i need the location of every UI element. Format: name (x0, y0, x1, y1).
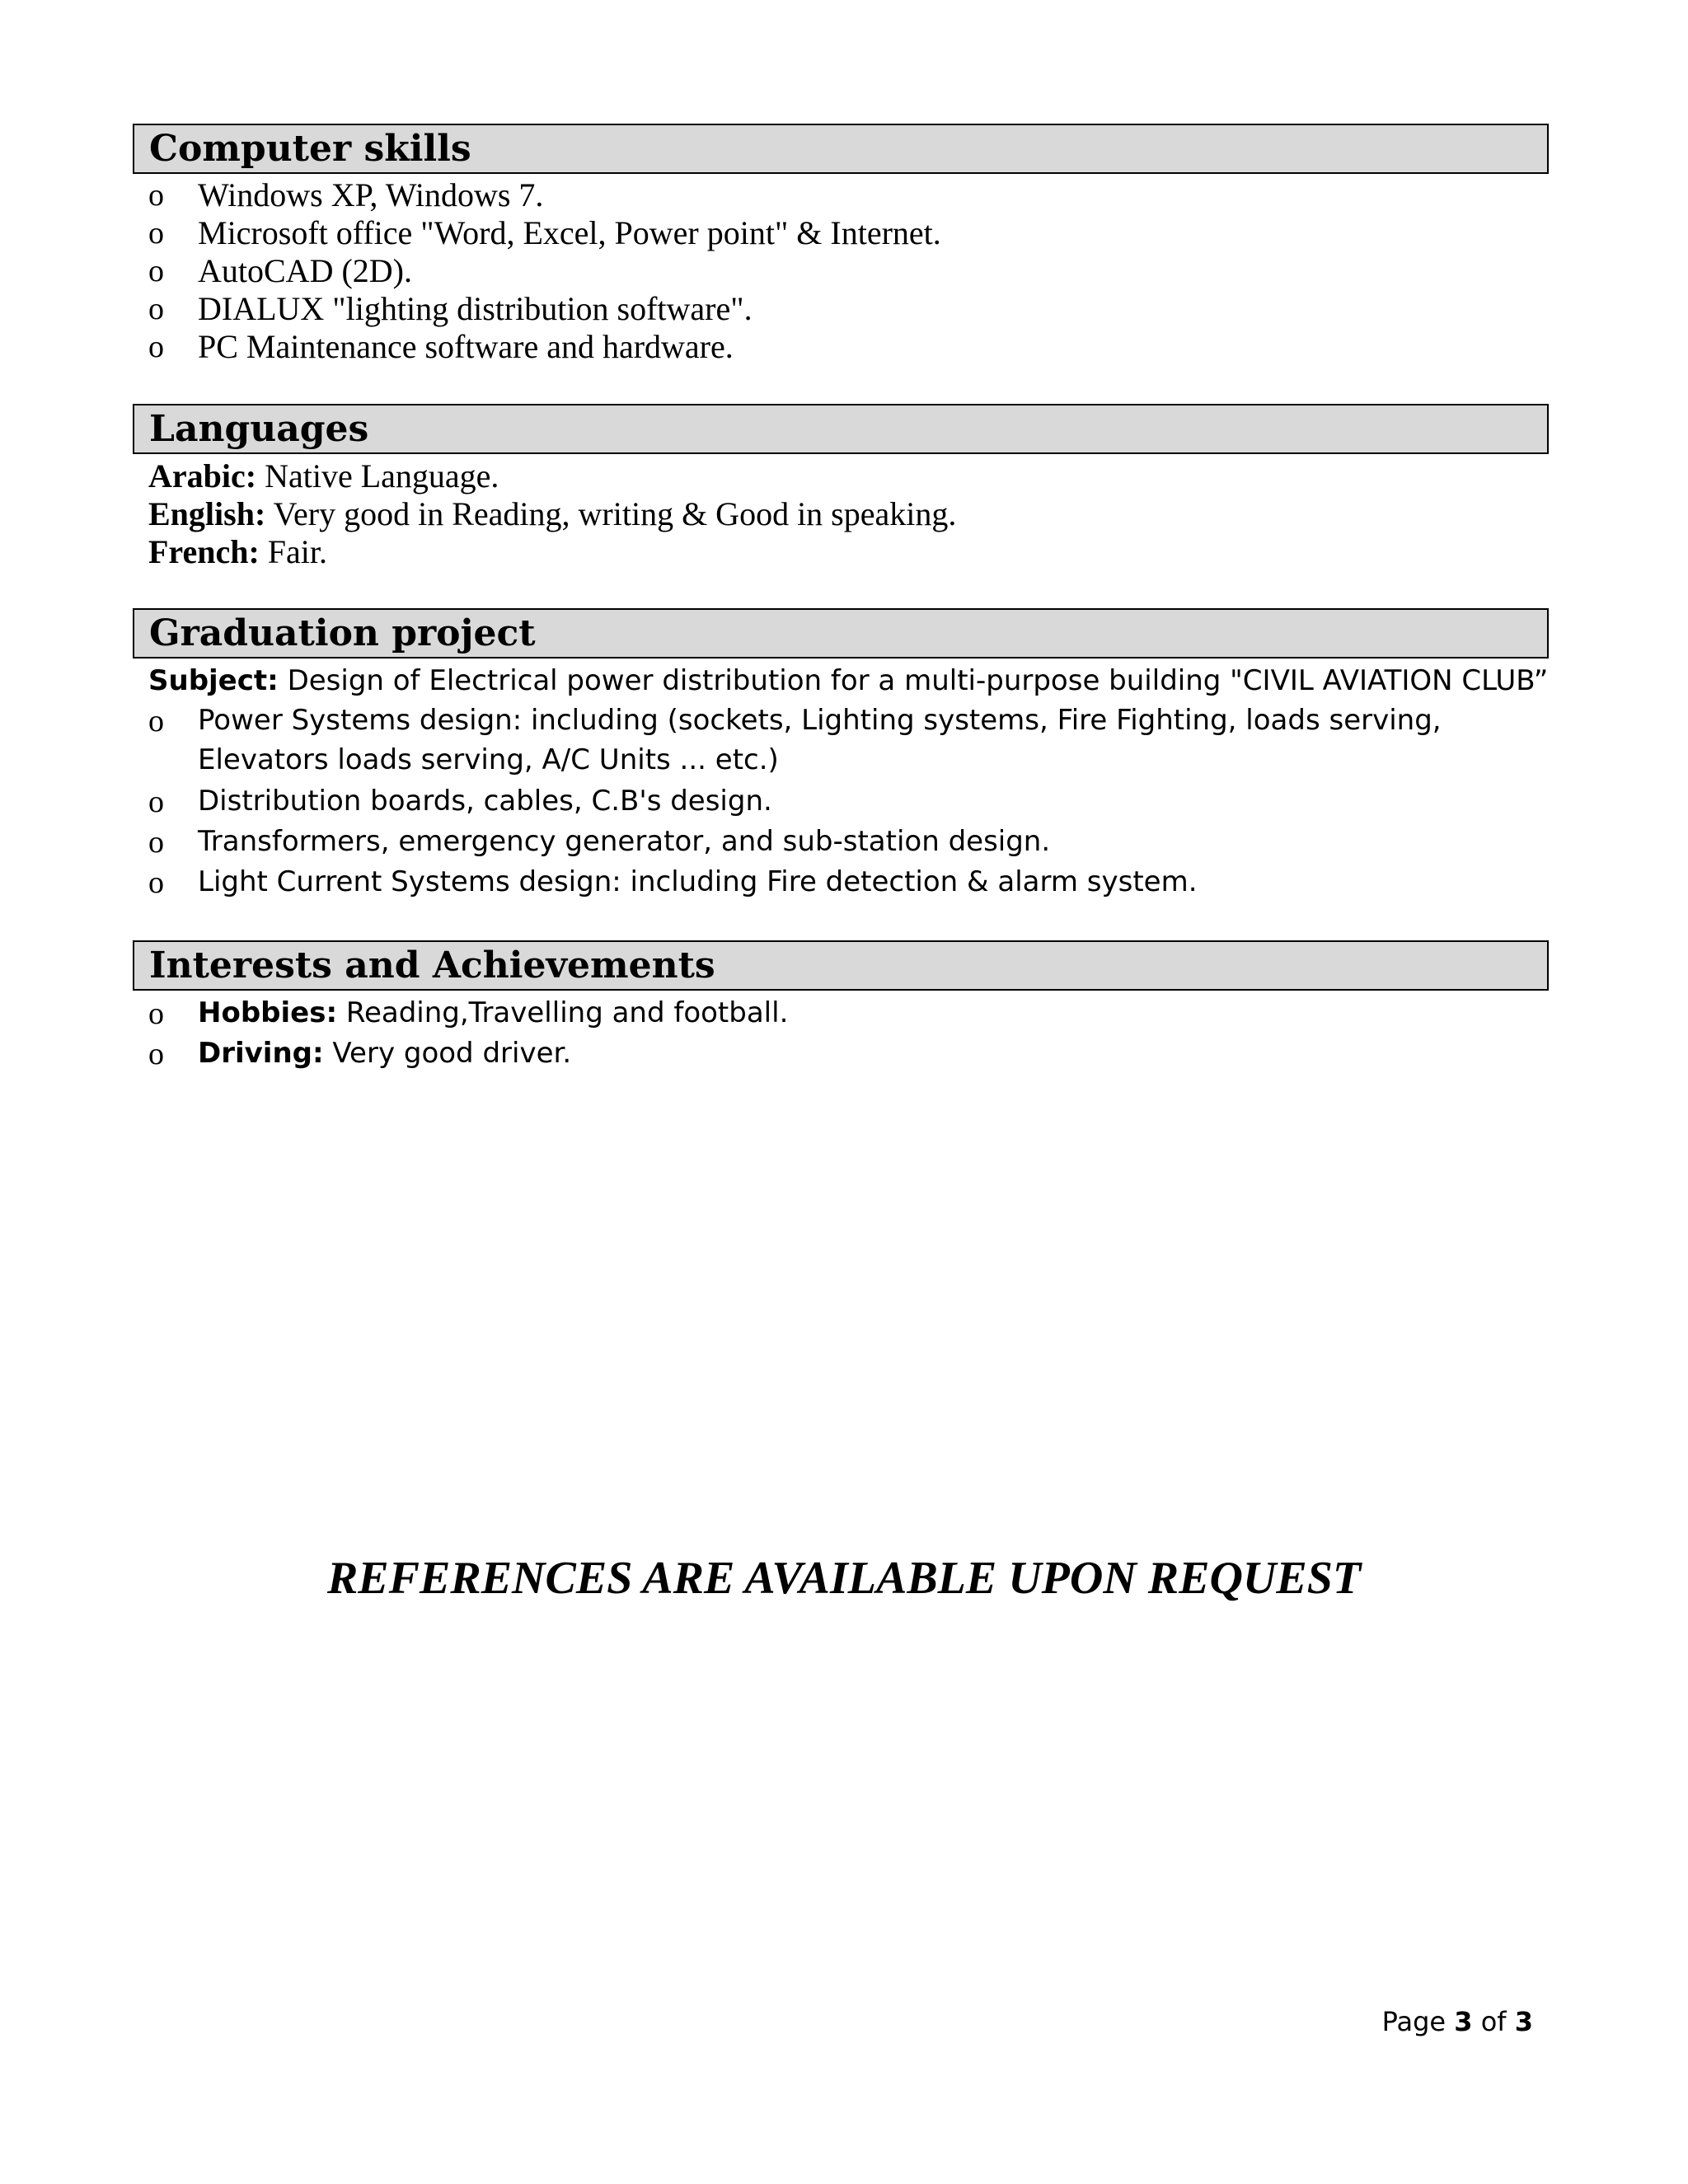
of-word: of (1480, 2006, 1507, 2037)
bullet-icon: o (148, 292, 164, 326)
language-label: English: (148, 495, 266, 532)
section-header-graduation-project: Graduation project (133, 608, 1549, 658)
current-page: 3 (1454, 2006, 1473, 2037)
language-row (148, 457, 1550, 495)
bullet-icon: o (148, 996, 164, 1031)
language-row (148, 495, 1550, 533)
bullet-icon: o (148, 178, 164, 213)
list-item: Microsoft office "Word, Excel, Power point" & Internet. (198, 214, 941, 251)
language-value: Fair. (267, 533, 328, 570)
list-item: Light Current Systems design: including Fire detection & alarm system. (198, 865, 1198, 898)
project-subject (148, 661, 1550, 701)
bullet-icon: o (148, 825, 164, 860)
list-item: Distribution boards, cables, C.B's design. (198, 785, 772, 818)
list-item: Power Systems design: including (sockets, Lighting systems, Fire Fighting, loads serving, Elevators loads serving, A/C Units ... etc.) (198, 704, 1442, 776)
list-item (198, 993, 1550, 1033)
interest-value: Reading,Travelling and football. (345, 996, 789, 1029)
list-item: Windows XP, Windows 7. (198, 176, 544, 213)
interest-label: Hobbies: (198, 996, 338, 1029)
total-pages: 3 (1514, 2006, 1533, 2037)
subject-value: Design of Electrical power distribution for a multi-purpose building "CIVIL AVIATION CLUB” (287, 664, 1549, 697)
interest-value: Very good driver. (332, 1037, 572, 1070)
references-statement: REFERENCES ARE AVAILABLE UPON REQUEST (326, 1553, 1362, 1604)
bullet-icon: o (148, 1037, 164, 1071)
bullet-icon: o (148, 216, 164, 251)
subject-label: Subject: (148, 664, 279, 697)
list-item: PC Maintenance software and hardware. (198, 328, 734, 365)
language-label: French: (148, 533, 260, 570)
list-item: AutoCAD (2D). (198, 252, 412, 289)
list-item: Transformers, emergency generator, and sub-station design. (198, 825, 1051, 858)
language-value: Very good in Reading, writing & Good in speaking. (273, 495, 957, 532)
page-number (1382, 2005, 1533, 2038)
bullet-icon: o (148, 254, 164, 288)
list-item (198, 1033, 1550, 1073)
interest-label: Driving: (198, 1037, 324, 1070)
list-item: DIALUX "lighting distribution software". (198, 290, 753, 327)
bullet-icon: o (148, 330, 164, 364)
bullet-icon: o (148, 865, 164, 900)
bullet-icon: o (148, 785, 164, 819)
page-word: Page (1381, 2006, 1447, 2037)
language-row (148, 533, 1550, 571)
section-header-computer-skills: Computer skills (133, 124, 1549, 174)
language-value: Native Language. (265, 457, 499, 494)
section-header-interests: Interests and Achievements (133, 940, 1549, 991)
bullet-icon: o (148, 704, 164, 738)
language-label: Arabic: (148, 457, 257, 494)
section-header-languages: Languages (133, 404, 1549, 454)
